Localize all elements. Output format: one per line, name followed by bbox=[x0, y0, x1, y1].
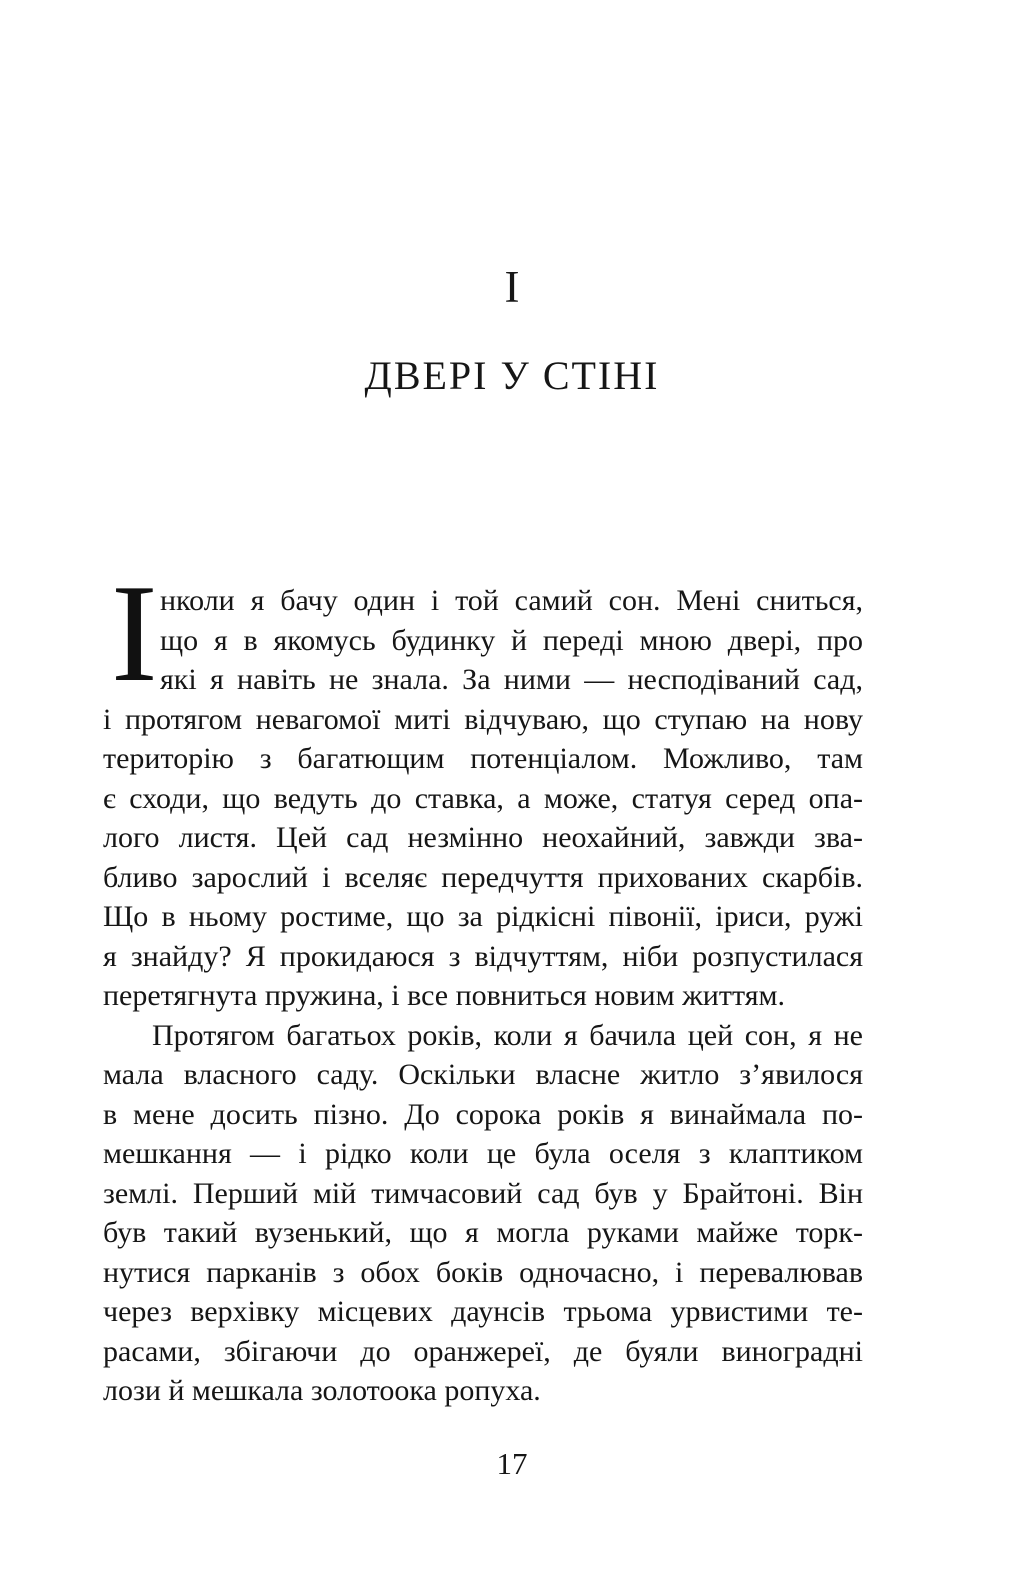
page-number: 17 bbox=[496, 1446, 528, 1481]
text-line: мешкання — і рідко коли це була оселя з клаптиком bbox=[103, 1137, 863, 1170]
drop-cap-letter: І bbox=[111, 556, 158, 711]
paragraph-1 bbox=[103, 581, 863, 1016]
text-line: територію з багатющим потенціалом. Можливо, там bbox=[103, 742, 863, 775]
text-line: нутися парканів з обох боків одночасно, і перевалював bbox=[103, 1255, 863, 1289]
text-line: перетягнута пружина, і все повниться новим життям. bbox=[103, 979, 785, 1012]
chapter-title: ДВЕРІ У СТІНІ bbox=[364, 353, 660, 398]
text-line: які я навіть не знала. За ними — несподіваний сад, bbox=[160, 663, 863, 696]
paragraph-2 bbox=[103, 1016, 863, 1411]
text-line: землі. Перший мій тимчасовий сад був у Брайтоні. Він bbox=[103, 1176, 863, 1210]
text-line: расами, збігаючи до оранжереї, де буяли виноградні bbox=[103, 1334, 863, 1368]
text-line: Що в ньому ростиме, що за рідкісні півонії, іриси, ружі bbox=[103, 900, 863, 933]
text-line: бливо зарослий і вселяє передчуття прихованих скарбів. bbox=[103, 860, 863, 894]
body-text bbox=[103, 581, 863, 1411]
text-line: є сходи, що ведуть до ставка, а може, статуя серед опа- bbox=[103, 781, 863, 815]
text-line: в мене досить пізно. До сорока років я винаймала по- bbox=[103, 1097, 863, 1131]
chapter-number: I bbox=[504, 262, 520, 312]
text-line: що я в якомусь будинку й переді мною двері, про bbox=[160, 623, 863, 657]
text-line: через верхівку місцевих даунсів трьома урвистими те- bbox=[103, 1295, 863, 1328]
text-line: Протягом багатьох років, коли я бачила цей сон, я не bbox=[152, 1018, 863, 1052]
text-line: мала власного саду. Оскільки власне житло з’явилося bbox=[103, 1058, 863, 1091]
text-line: я знайду? Я прокидаюся з відчуттям, ніби розпустилася bbox=[103, 939, 863, 973]
text-line: лого листя. Цей сад незмінно неохайний, завжди зва- bbox=[103, 821, 863, 854]
text-line: лози й мешкала золотоока ропуха. bbox=[103, 1374, 541, 1407]
text-line: нколи я бачу один і той самий сон. Мені сниться, bbox=[160, 584, 863, 617]
text-line: був такий вузенький, що я могла руками майже торк- bbox=[103, 1216, 863, 1249]
text-line: і протягом невагомої миті відчуваю, що ступаю на нову bbox=[103, 702, 863, 736]
